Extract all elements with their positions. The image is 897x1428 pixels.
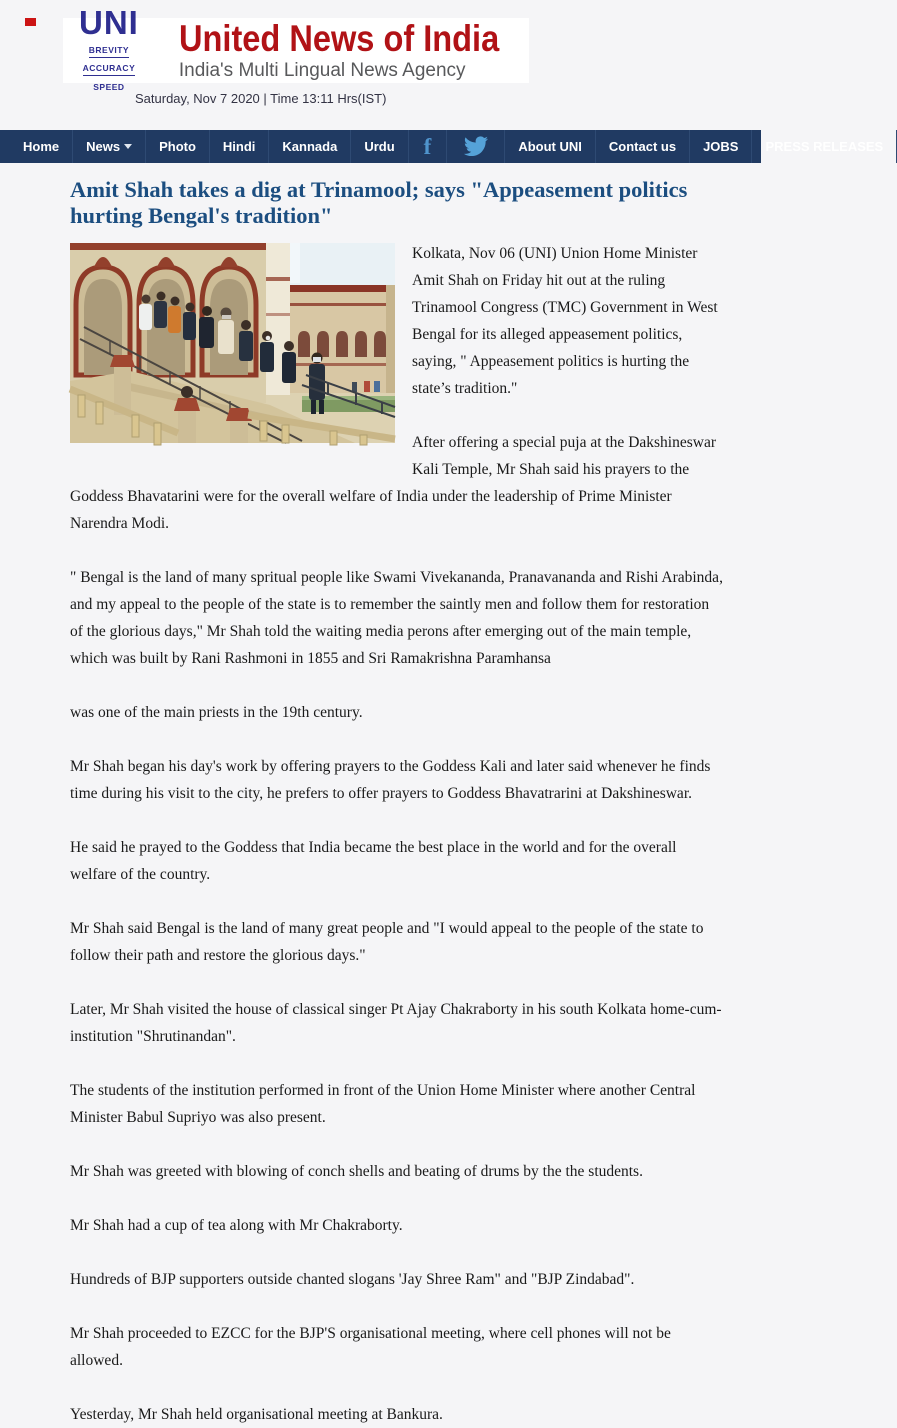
nav-item-urdu[interactable] bbox=[350, 130, 407, 163]
site-tagline: India's Multi Lingual News Agency bbox=[178, 59, 466, 81]
nav-item-kannada[interactable] bbox=[268, 130, 350, 163]
nav-item-press-releases[interactable] bbox=[751, 130, 897, 163]
article-paragraph: Kolkata, Nov 06 (UNI) Union Home Minister Amit Shah on Friday hit out at the ruling Trinamool Congress (TMC) Government in West Bengal for its alleged appeasement politics, saying, " Appeasement politics is hurting the state’s tradition." bbox=[412, 245, 718, 397]
article-paragraph: Yesterday, Mr Shah held organisational meeting at Bankura. bbox=[70, 1406, 443, 1423]
nav-item-hindi[interactable] bbox=[209, 130, 269, 163]
article-paragraph: Mr Shah said Bengal is the land of many great people and "I would appeal to the people of the state to follow their path and restore the glorious days." bbox=[70, 920, 704, 964]
nav-label: PRESS RELEASES bbox=[765, 139, 884, 154]
nav-item-home[interactable] bbox=[10, 130, 72, 163]
motto-accuracy: ACCURACY bbox=[83, 64, 136, 76]
article-paragraph: " Bengal is the land of many spritual people like Swami Vivekananda, Pranavananda and Rishi Arabinda, and my appeal to the people of the state is to remember the saintly men and follow them for restoration of the glorious days," Mr Shah told the waiting media perons after emerging out of the main temple, which was built by Rani Rashmoni in 1855 and Sri Ramakrishna Paramhansa bbox=[70, 569, 723, 667]
site-logo[interactable] bbox=[63, 3, 529, 92]
motto-brevity: BREVITY bbox=[89, 46, 129, 58]
article-image[interactable] bbox=[70, 243, 395, 443]
uni-acronym: UNI bbox=[79, 3, 139, 41]
nav-label: Hindi bbox=[222, 139, 256, 154]
site-title: United News of India bbox=[178, 17, 500, 59]
facebook-link[interactable] bbox=[408, 130, 447, 163]
nav-label: Contact us bbox=[608, 139, 677, 154]
article-paragraph: Mr Shah proceeded to EZCC for the BJP'S organisational meeting, where cell phones will not be allowed. bbox=[70, 1325, 671, 1369]
article-paragraph: Mr Shah began his day's work by offering prayers to the Goddess Kali and later said whenever he finds time during his visit to the city, he prefers to offer prayers to Goddess Bhavatrarini at Dakshineswar. bbox=[70, 758, 711, 802]
article-paragraph: Later, Mr Shah visited the house of classical singer Pt Ajay Chakraborty in his south Kolkata home-cum-institution "Shrutinandan". bbox=[70, 1001, 722, 1045]
facebook-icon: f bbox=[423, 134, 432, 159]
nav-label: Urdu bbox=[364, 139, 395, 154]
nav-item-contact-us[interactable] bbox=[595, 130, 689, 163]
main-nav bbox=[0, 130, 884, 163]
article-paragraph: Mr Shah had a cup of tea along with Mr Chakraborty. bbox=[70, 1217, 403, 1234]
article-paragraph: Hundreds of BJP supporters outside chanted slogans 'Jay Shree Ram" and "BJP Zindabad". bbox=[70, 1271, 635, 1288]
uni-emblem bbox=[79, 3, 139, 95]
dateline: Saturday, Nov 7 2020 | Time 13:11 Hrs(IST) bbox=[135, 91, 387, 106]
nav-label: JOBS bbox=[703, 139, 739, 154]
nav-label: About UNI bbox=[518, 139, 582, 154]
article-paragraph: The students of the institution performed in front of the Union Home Minister where another Central Minister Babul Supriyo was also present. bbox=[70, 1082, 696, 1126]
nav-item-news[interactable] bbox=[72, 130, 145, 163]
article bbox=[70, 177, 723, 1428]
chevron-down-icon bbox=[124, 144, 132, 149]
article-headline: Amit Shah takes a dig at Trinamool; says "Appeasement politics hurting Bengal's tradition" bbox=[70, 177, 688, 228]
twitter-icon bbox=[462, 136, 489, 158]
article-paragraph: was one of the main priests in the 19th century. bbox=[70, 704, 363, 721]
site-header bbox=[0, 3, 761, 106]
article-paragraph: He said he prayed to the Goddess that India became the best place in the world and for the overall welfare of the country. bbox=[70, 839, 677, 883]
motto-speed: SPEED bbox=[93, 81, 125, 92]
twitter-link[interactable] bbox=[446, 130, 504, 163]
temple-photo-illustration bbox=[70, 243, 395, 443]
nav-item-about-uni[interactable] bbox=[504, 130, 595, 163]
nav-item-photo[interactable] bbox=[145, 130, 209, 163]
corner-marker bbox=[25, 18, 36, 26]
article-body bbox=[70, 240, 723, 1428]
nav-label: Kannada bbox=[282, 139, 338, 154]
nav-label: News bbox=[86, 139, 121, 154]
article-paragraph: After offering a special puja at the Dakshineswar Kali Temple, Mr Shah said his prayers to the Goddess Bhavatarini were for the overall welfare of India under the leadership of Prime Minister Narendra Modi. bbox=[70, 434, 716, 532]
nav-item-jobs[interactable] bbox=[689, 130, 751, 163]
nav-label: Photo bbox=[159, 139, 196, 154]
nav-label: Home bbox=[23, 139, 60, 154]
logo-text bbox=[178, 17, 543, 82]
article-paragraph: Mr Shah was greeted with blowing of conch shells and beating of drums by the the students. bbox=[70, 1163, 643, 1180]
